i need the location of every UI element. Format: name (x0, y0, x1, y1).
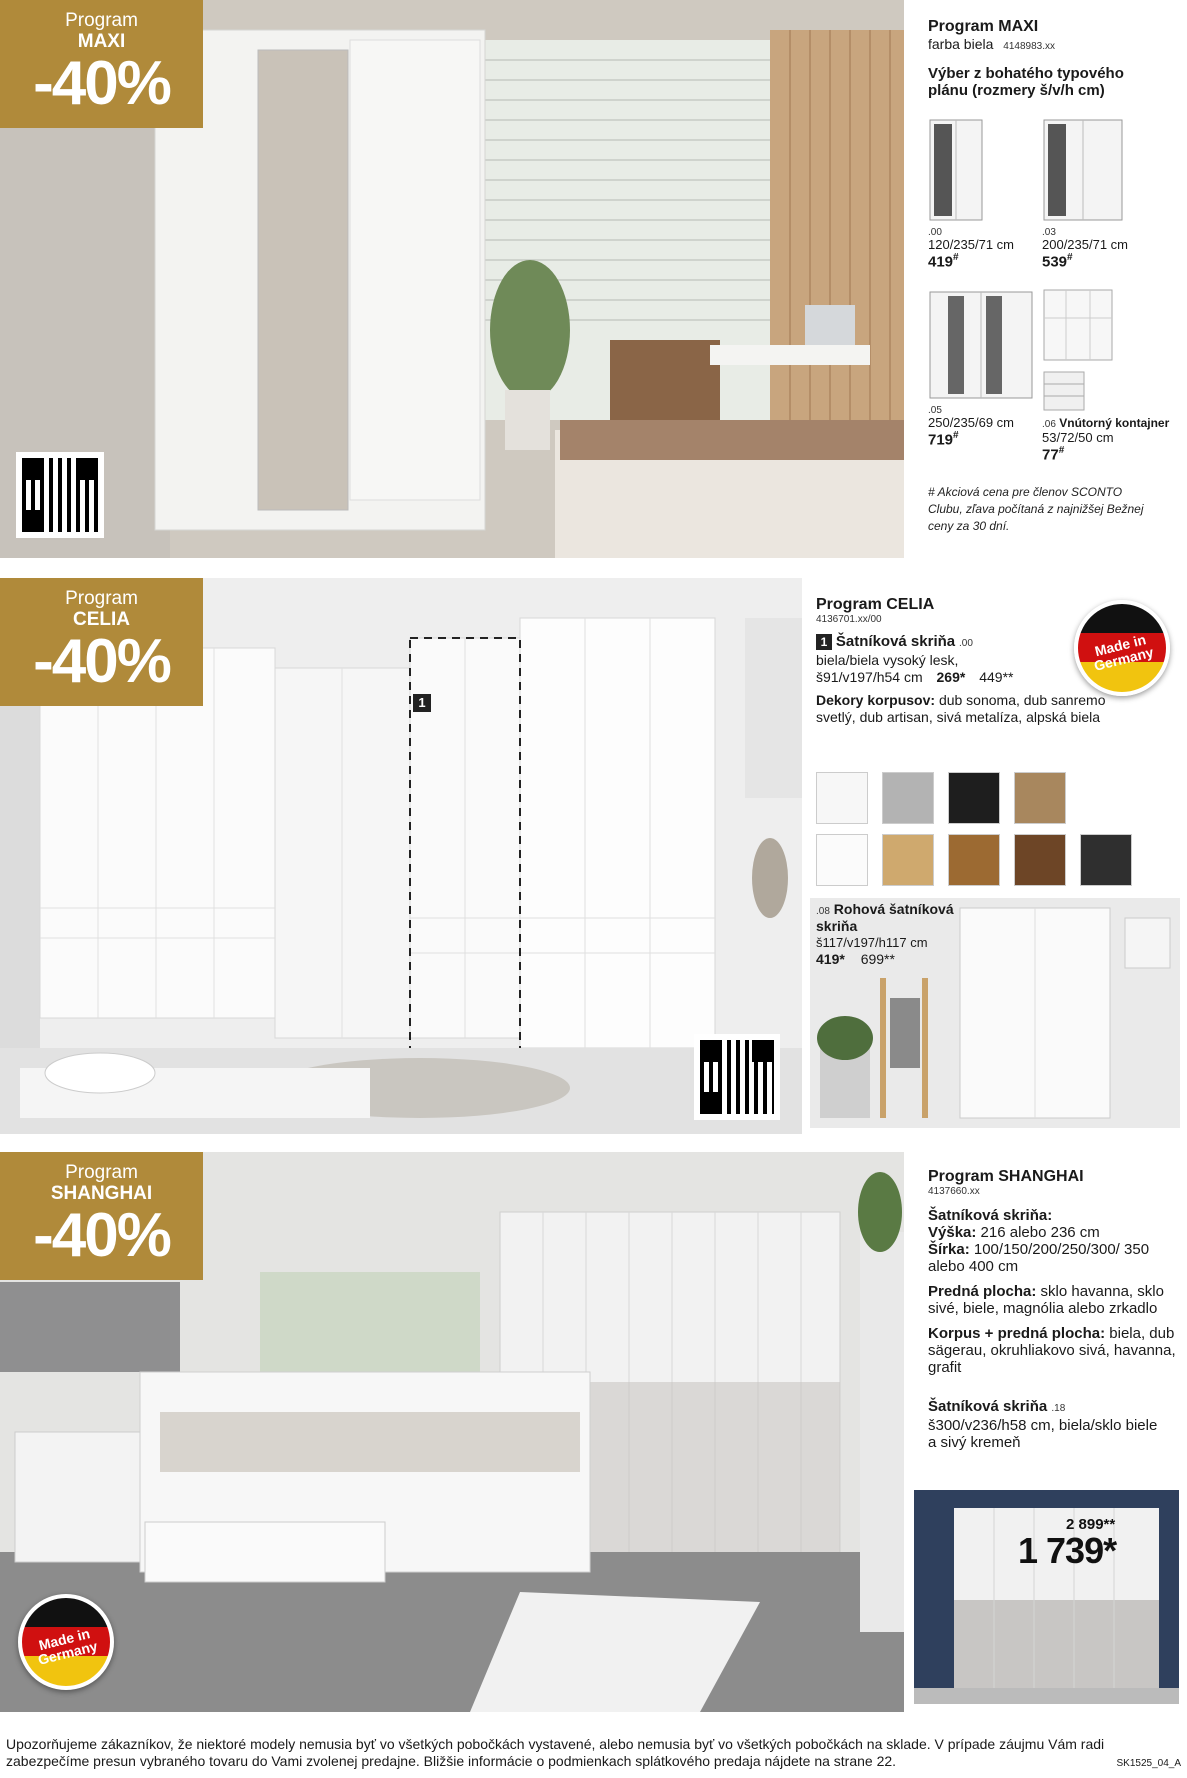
celia-qr-code[interactable] (694, 1034, 780, 1120)
celia-item2-code: .08 (816, 906, 830, 917)
maxi-discount-badge (0, 0, 203, 128)
page-code: SK1525_04_A (1116, 1758, 1181, 1769)
maxi-article: 4148983.xx (1003, 41, 1055, 52)
shanghai-section (0, 1152, 1187, 1712)
wardrobe-05-icon (928, 290, 1034, 400)
maxi-section (0, 0, 1187, 558)
item-dims: 120/235/71 cm (928, 237, 1015, 252)
celia-corner-photo (810, 898, 1180, 1128)
maxi-info-panel (904, 8, 1187, 550)
celia-item2-price: 419* (816, 951, 845, 967)
item-dims: 53/72/50 cm (1042, 430, 1114, 445)
celia-made-in-germany-badge (1074, 600, 1170, 696)
decor-swatch[interactable] (1014, 772, 1066, 824)
qr-code-icon (700, 1040, 774, 1114)
shanghai-title: Program SHANGHAI (928, 1168, 1084, 1185)
qr-code-icon (22, 458, 98, 532)
body-label: Korpus + predná plocha: (928, 1325, 1106, 1342)
celia-item2-old-price: 699** (860, 951, 895, 967)
width-value: 100/150/200/250/300/ 350 alebo 400 cm (928, 1241, 1150, 1275)
front-label: Predná plocha: (928, 1283, 1037, 1300)
celia-item-1-marker: 1 (413, 694, 431, 712)
decor-swatch[interactable] (816, 834, 868, 886)
badge-program-name: SHANGHAI (50, 1183, 153, 1204)
maxi-qr-code[interactable] (16, 452, 104, 538)
item-price: 539 (1042, 253, 1068, 271)
shanghai-price: 1 739* (1018, 1530, 1117, 1571)
item-price: 77 (1042, 446, 1059, 464)
celia-decors: dub sonoma, dub sanremo svetlý, dub artisan, sivá metalíza, alpská biela (816, 692, 1106, 725)
celia-item1-code: .00 (959, 638, 973, 649)
badge-discount: -40% (33, 627, 170, 696)
maxi-item-05[interactable] (928, 290, 1038, 449)
item-price-mark: # (1058, 445, 1065, 456)
item-dims: 250/235/69 cm (928, 415, 1015, 430)
decor-swatch[interactable] (882, 834, 934, 886)
shanghai-article: 4137660.xx (928, 1186, 980, 1197)
decor-swatch[interactable] (816, 772, 868, 824)
shanghai-item-code: .18 (1051, 1403, 1066, 1414)
badge-program-label: Program (65, 10, 138, 31)
shanghai-wardrobe-heading: Šatníková skriňa: (928, 1207, 1053, 1224)
width-label: Šírka: (928, 1241, 970, 1258)
item-price-mark: # (953, 430, 959, 441)
item-code: .03 (1042, 227, 1056, 238)
celia-article: 4136701.xx/00 (816, 614, 882, 625)
item-code: .06 (1042, 419, 1056, 430)
maxi-color: farba biela (928, 36, 994, 52)
wardrobe-03-icon (1042, 118, 1124, 222)
shanghai-made-in-germany-badge (18, 1594, 114, 1690)
maxi-choice-heading: Výber z bohatého typového plánu (rozmery š/v/h cm) (928, 65, 1124, 99)
badge-discount: -40% (33, 1201, 170, 1270)
celia-item2-dims: š117/v197/h117 cm (816, 935, 928, 950)
celia-item1-old-price: 449** (979, 669, 1014, 685)
maxi-title: Program MAXI (928, 18, 1039, 35)
front-value: sklo havanna, sklo sivé, biele, magnólia alebo zrkadlo (928, 1283, 1164, 1317)
celia-discount-badge (0, 578, 203, 706)
celia-item1-name: Šatníková skriňa (835, 633, 956, 650)
badge-discount: -40% (33, 49, 170, 118)
decor-swatch[interactable] (1080, 834, 1132, 886)
maxi-footnote: # Akciová cena pre členov SCONTO Clubu, zľava počítaná z najnižšej Bežnej ceny za 30 dní. (928, 485, 1144, 533)
shanghai-product-photo (914, 1490, 1179, 1704)
celia-section (0, 578, 1187, 1134)
celia-title: Program CELIA (816, 596, 935, 613)
wardrobe-00-icon (928, 118, 984, 222)
shanghai-item-name: Šatníková skriňa (928, 1398, 1048, 1415)
shanghai-item-desc: š300/v236/h58 cm, biela/sklo biele a sivý kremeň (928, 1417, 1158, 1451)
celia-item2-name: Rohová šatníková skriňa (816, 901, 954, 934)
badge-program-name: MAXI (77, 31, 126, 52)
celia-item1-number: 1 (816, 634, 832, 650)
shanghai-old-price: 2 899** (1066, 1516, 1116, 1533)
celia-item1-desc: biela/biela vysoký lesk, (816, 652, 959, 668)
inner-container-icon (1042, 288, 1114, 412)
item-price-mark: # (1067, 252, 1073, 263)
item-price: 419 (928, 253, 954, 271)
decor-swatch[interactable] (948, 834, 1000, 886)
shanghai-discount-badge (0, 1152, 203, 1280)
item-code: .05 (928, 405, 942, 416)
item-name: Vnútorný kontajner (1059, 416, 1170, 430)
maxi-item-06[interactable] (1042, 288, 1172, 464)
made-in-label: Made in Germany (1092, 631, 1156, 674)
decor-swatch[interactable] (882, 772, 934, 824)
maxi-item-03[interactable] (1042, 118, 1162, 271)
page-footer (0, 1732, 1187, 1778)
decor-swatch[interactable] (1014, 834, 1066, 886)
height-label: Výška: (928, 1224, 977, 1241)
maxi-item-00[interactable] (928, 118, 1038, 271)
made-in-label: Made in Germany (36, 1625, 100, 1668)
badge-program-label: Program (65, 1162, 138, 1183)
celia-item1-dims: š91/v197/h54 cm (816, 669, 923, 685)
body-value: biela, dub sägerau, okruhliakovo sivá, havanna, grafit (928, 1325, 1176, 1376)
celia-item1-price: 269* (936, 669, 966, 685)
badge-program-name: CELIA (73, 609, 130, 630)
item-dims: 200/235/71 cm (1042, 237, 1129, 252)
shanghai-wardrobe-image (914, 1490, 1179, 1704)
footer-notice: Upozorňujeme zákazníkov, že niektoré modely nemusia byť vo všetkých pobočkách vystavené, alebo nemusia byť vo všetkých pobočkách na sklade. V prípade záujmu Vám radi zabezpečíme presun vybraného tovaru do Vami zvolenej predajne. Bližšie informácie o podmienkach splátkového predaja nájdete na strane 22. (6, 1736, 1105, 1769)
item-price-mark: # (953, 252, 959, 263)
celia-decors-label: Dekory korpusov: (816, 692, 936, 708)
item-code: .00 (928, 227, 942, 238)
decor-swatch[interactable] (948, 772, 1000, 824)
item-price: 719 (928, 431, 954, 449)
celia-info-panel (802, 584, 1187, 1128)
badge-program-label: Program (65, 588, 138, 609)
shanghai-info-panel (904, 1160, 1187, 1704)
celia-swatches (816, 772, 1136, 892)
height-value: 216 alebo 236 cm (980, 1224, 1100, 1241)
